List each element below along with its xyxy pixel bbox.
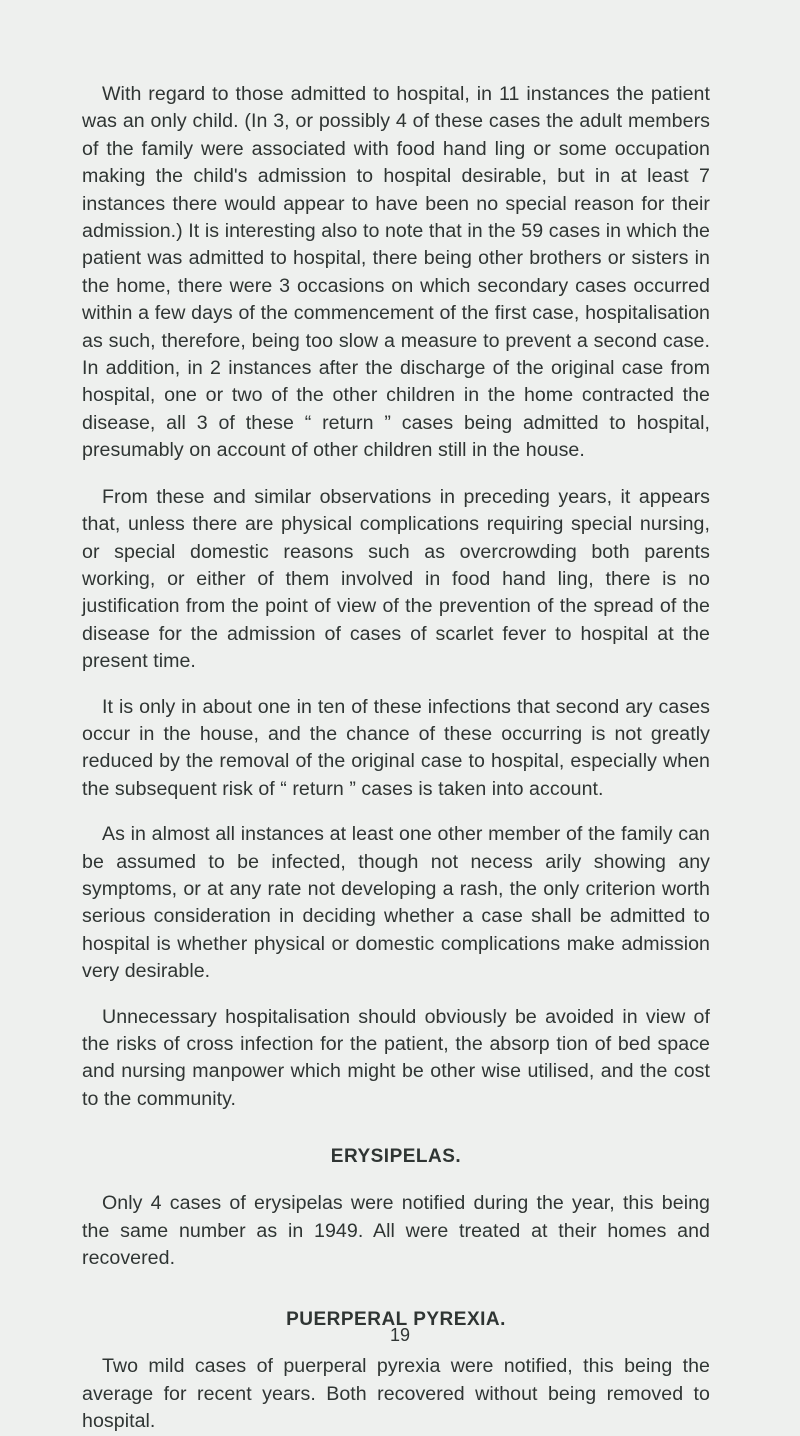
paragraph-puerperal-pyrexia: Two mild cases of puerperal pyrexia were notified, this being the average for recent years. Both recovered without being removed to hospital. bbox=[82, 1355, 710, 1433]
paragraph-similar-observations: From these and similar observations in preceding years, it appears that, unless there are physical complications requiring special nursing, or special domestic reasons such as overcrowding both parents working, or either of them involved in food hand ling, there is no justification from the point of view of the prevention of the spread of the disease for the admission of cases of scarlet fever to hospital at the present time. bbox=[82, 485, 710, 673]
heading-erysipelas: ERYSIPELAS. bbox=[330, 1146, 462, 1168]
paragraph-erysipelas: Only 4 cases of erysipelas were notified during the year, this being the same number as in 1949. All were treated at their homes and recovered. bbox=[82, 1192, 710, 1270]
text-column bbox=[82, 81, 710, 1436]
paragraph-unnecessary-hospitalisation: Unnecessary hospitalisation should obviously be avoided in view of the risks of cross infection for the patient, the absorp tion of bed space and nursing manpower which might be other wise utilised, and the cost to the community. bbox=[82, 1005, 710, 1110]
heading-puerperal-pyrexia: PUERPERAL PYREXIA. bbox=[286, 1309, 506, 1331]
paragraph-hospital-admissions: With regard to those admitted to hospital, in 11 instances the patient was an only child. (In 3, or possibly 4 of these cases the adult members of the family were associated with food hand ling or some occupation making the child's admission to hospital desirable, but in at least 7 instances there would appear to have been no special reason for their admission.) It is interesting also to note that in the 59 cases in which the patient was admitted to hospital, there being other brothers or sisters in the home, there were 3 occasions on which secondary cases occurred within a few days of the commencement of the first case, hospitalisation as such, therefore, being too slow a measure to prevent a second case. In addition, in 2 instances after the discharge of the original case from hospital, one or two of the other children in the home contracted the disease, all 3 of these “ return ” cases being admitted to hospital, presumably on account of other children still in the house. bbox=[82, 83, 710, 462]
paragraph-admission-criterion: As in almost all instances at least one other member of the family can be assumed to be infected, though not necess arily showing any symptoms, or at any rate not developing a rash, the only criterion worth serious consideration in deciding whether a case shall be admitted to hospital is whether physical or domestic complications make admission very desirable. bbox=[82, 823, 710, 983]
page-number: 19 bbox=[389, 1325, 411, 1345]
paragraph-secondary-cases: It is only in about one in ten of these infections that second ary cases occur in the house, and the chance of these occurring is not greatly reduced by the removal of the original case to hospital, especially when the subsequent risk of “ return ” cases is taken into account. bbox=[82, 695, 710, 800]
